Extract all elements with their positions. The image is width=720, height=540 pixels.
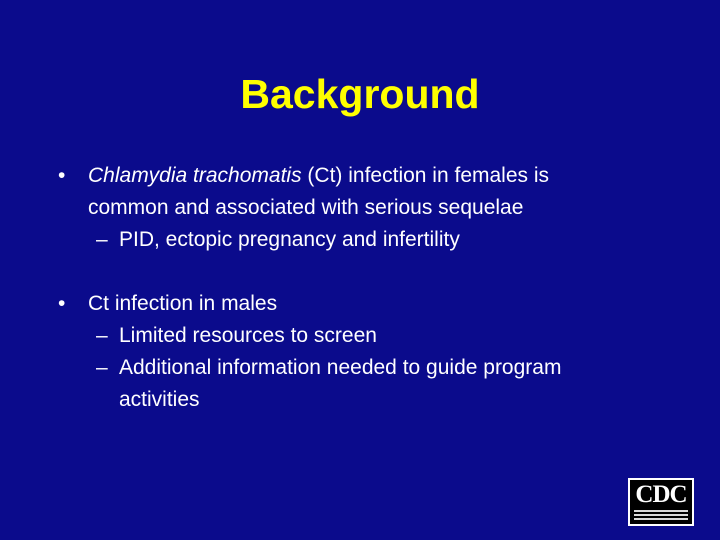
slide-title: Background — [240, 71, 480, 117]
sub-bullet-marker: – — [96, 324, 108, 347]
sub-bullet-text: Additional information needed to guide program — [119, 356, 562, 379]
bullet-marker: • — [58, 164, 66, 187]
sub-bullet-text: PID, ectopic pregnancy and infertility — [119, 228, 460, 251]
bullet-text: (Ct) infection in females is — [301, 164, 550, 187]
sub-bullet-marker: – — [96, 356, 108, 379]
sub-bullet-text: Limited resources to screen — [119, 324, 377, 347]
bullet-item-females — [0, 160, 648, 224]
bullet-list — [0, 160, 720, 416]
sub-bullet-resources — [0, 320, 639, 352]
sub-bullet-marker: – — [96, 228, 108, 251]
bullet-text: Ct infection in males — [88, 292, 278, 315]
bullet-line — [88, 160, 648, 192]
bullet-marker: • — [58, 292, 66, 315]
sub-bullet-information — [0, 352, 639, 416]
bullet-item-males — [0, 288, 648, 320]
cdc-logo-fine-print — [634, 510, 688, 522]
sub-bullet-sequelae — [0, 224, 639, 256]
bullet-line-continued: common and associated with serious sequelae — [88, 196, 524, 219]
cdc-logo-text: CDC — [635, 481, 687, 508]
species-name: Chlamydia trachomatis — [88, 164, 302, 187]
cdc-logo — [628, 478, 694, 526]
sub-bullet-text-continued: activities — [119, 388, 200, 411]
spacer — [0, 256, 720, 288]
